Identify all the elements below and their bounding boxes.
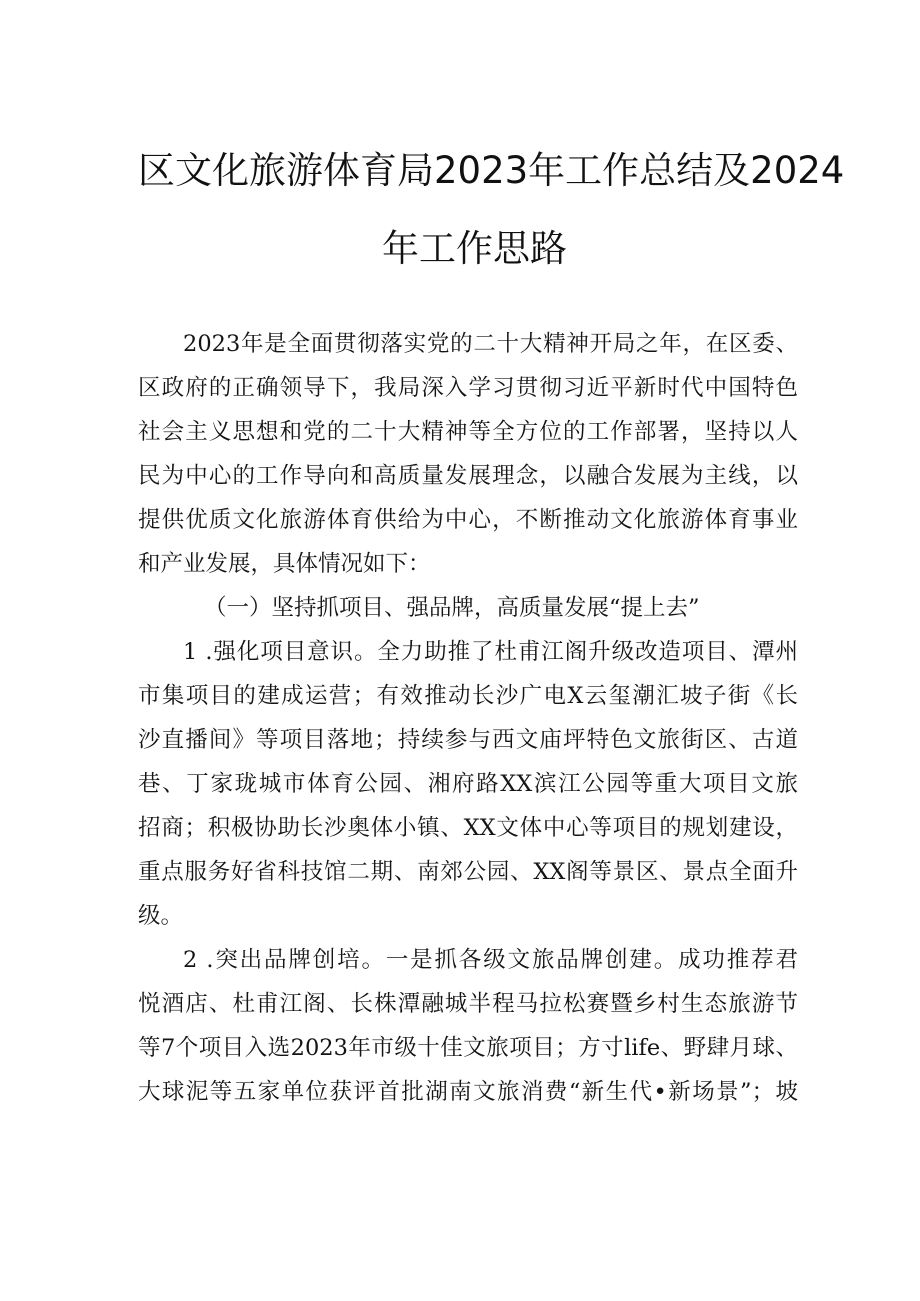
paragraph-2-line: 1 .强化项目意识。全力助推了杜甫江阁升级改造项目、潭州 xyxy=(183,639,798,665)
paragraph-1-line: 和产业发展，具体情况如下： xyxy=(138,551,431,577)
paragraph-2-line: 级。 xyxy=(138,903,184,929)
paragraph-3-line: 悦酒店、杜甫江阁、长株潭融城半程马拉松赛暨乡村生态旅游节 xyxy=(138,991,798,1017)
paragraph-2-line: 重点服务好省科技馆二期、南郊公园、XX阁等景区、景点全面升 xyxy=(138,859,798,885)
paragraph-2-line: 招商；积极协助长沙奥体小镇、XX文体中心等项目的规划建设， xyxy=(138,815,798,841)
paragraph-3-line: 大球泥等五家单位获评首批湖南文旅消费“新生代•新场景”；坡 xyxy=(138,1079,798,1105)
paragraph-1-line: 民为中心的工作导向和高质量发展理念，以融合发展为主线，以 xyxy=(138,463,798,489)
paragraph-1-line: 提供优质文化旅游体育供给为中心，不断推动文化旅游体育事业 xyxy=(138,507,798,533)
paragraph-1-line: 社会主义思想和党的二十大精神等全方位的工作部署，坚持以人 xyxy=(138,419,798,445)
document-title-line-1: 区文化旅游体育局2023年工作总结及2024 xyxy=(138,149,845,192)
document-title-line-2: 年工作思路 xyxy=(382,227,567,270)
paragraph-2-line: 市集项目的建成运营；有效推动长沙广电X云玺潮汇坡子街《长 xyxy=(138,683,798,709)
section-1-heading: （一）坚持抓项目、强品牌，高质量发展“提上去” xyxy=(204,595,700,621)
paragraph-1-line: 区政府的正确领导下，我局深入学习贯彻习近平新时代中国特色 xyxy=(138,375,798,401)
paragraph-3-line: 等7个项目入选2023年市级十佳文旅项目；方寸life、野肆月球、 xyxy=(138,1035,798,1061)
paragraph-2-line: 巷、丁家珑城市体育公园、湘府路XX滨江公园等重大项目文旅 xyxy=(138,771,798,797)
paragraph-1-line: 2023年是全面贯彻落实党的二十大精神开局之年，在区委、 xyxy=(183,331,798,357)
paragraph-2-line: 沙直播间》等项目落地；持续参与西文庙坪特色文旅街区、古道 xyxy=(138,727,798,753)
paragraph-3-line: 2 .突出品牌创培。一是抓各级文旅品牌创建。成功推荐君 xyxy=(183,947,798,973)
